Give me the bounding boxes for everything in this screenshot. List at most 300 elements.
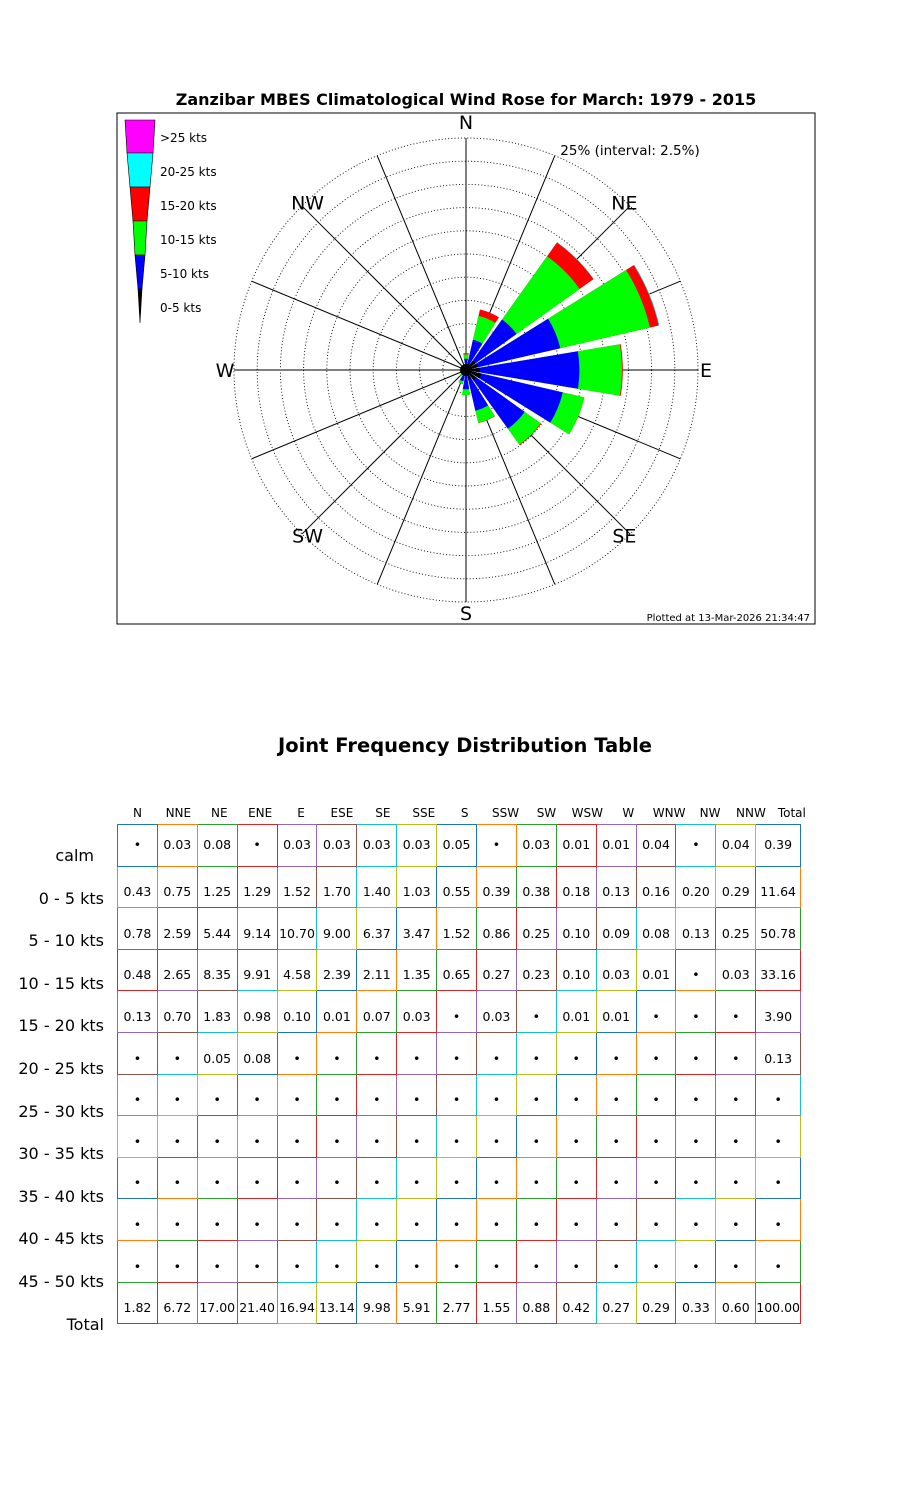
table-cell: [397, 949, 437, 991]
table-cell: [716, 1199, 756, 1241]
cell-value: 0.03: [522, 836, 551, 852]
cell-value: •: [692, 1175, 700, 1191]
spoke-SW: [302, 370, 466, 534]
table-row: [118, 949, 801, 991]
cell-value: 0.43: [123, 884, 152, 900]
table-cell: [477, 1074, 517, 1116]
plot-timestamp: Plotted at 13-Mar-2026 21:34:47: [646, 613, 810, 624]
cell-value: 0.55: [442, 884, 471, 900]
table-cell: [397, 1074, 437, 1116]
col-header-ENE: ENE: [248, 806, 273, 820]
table-cell: [237, 991, 277, 1033]
cell-value: 0.08: [203, 836, 232, 852]
table-cell: [477, 1199, 517, 1241]
table-cell: [556, 1116, 596, 1158]
table-cell: [756, 1116, 801, 1158]
table-cell: [756, 825, 801, 867]
cell-value: •: [572, 1258, 580, 1274]
cell-value: 0.60: [721, 1300, 750, 1316]
cell-value: 13.14: [319, 1300, 355, 1316]
row-header: 45 - 50 kts: [18, 1272, 104, 1291]
cell-value: •: [652, 1258, 660, 1274]
cell-value: 0.01: [562, 1008, 591, 1024]
cell-value: 0.03: [402, 1008, 431, 1024]
table-cell: [277, 1282, 317, 1324]
col-header-W: W: [622, 806, 635, 820]
table-cell: [357, 908, 397, 950]
cell-value: 9.14: [243, 925, 272, 941]
cell-value: 33.16: [760, 967, 797, 983]
cell-value: •: [732, 1175, 740, 1191]
table-cell: [357, 1240, 397, 1282]
table-cell: [477, 1282, 517, 1324]
row-header: 5 - 10 kts: [28, 931, 104, 951]
cell-value: •: [692, 1133, 700, 1149]
cell-value: 0.70: [163, 1008, 192, 1024]
table-cell: [157, 1116, 197, 1158]
table-cell: [516, 1157, 556, 1199]
table-cell: [636, 825, 676, 867]
cell-value: •: [774, 1092, 782, 1108]
table-cell: [756, 908, 801, 950]
cell-value: 0.86: [482, 925, 511, 941]
table-cell: [357, 825, 397, 867]
cell-value: •: [732, 1008, 740, 1024]
cell-value: 0.01: [602, 836, 631, 852]
cell-value: •: [333, 1092, 341, 1108]
table-cell: [157, 908, 197, 950]
table-cell: [118, 1282, 158, 1324]
cell-value: 2.65: [163, 967, 192, 983]
cell-value: •: [492, 1175, 501, 1191]
table-cell: [636, 1282, 676, 1324]
table-cell: [157, 1199, 197, 1241]
row-header: 10 - 15 kts: [18, 973, 104, 993]
row-header: 25 - 30 kts: [18, 1101, 104, 1121]
row-header: 15 - 20 kts: [18, 1016, 104, 1036]
table-cell: [317, 1157, 357, 1199]
legend-swatch-1: [127, 153, 153, 187]
table-cell: [676, 991, 716, 1033]
row-header: 0 - 5 kts: [38, 888, 104, 908]
table-cell: [596, 1282, 636, 1324]
cell-value: •: [572, 1133, 580, 1149]
col-header-N: N: [132, 806, 142, 820]
table-cell: [317, 949, 357, 991]
cell-value: •: [652, 1175, 660, 1191]
cell-value: •: [492, 1133, 501, 1149]
table-cell: [716, 825, 756, 867]
table-cell: [237, 866, 277, 908]
table-cell: [596, 1074, 636, 1116]
spoke-NW: [302, 206, 466, 370]
cell-value: 0.38: [522, 884, 551, 900]
table-cell: [118, 949, 158, 991]
table-cell: [317, 1032, 357, 1074]
table-cell: [596, 1199, 636, 1241]
table-cell: [118, 825, 158, 867]
table-row: [118, 1116, 801, 1158]
cell-value: •: [652, 1133, 660, 1149]
cell-value: •: [173, 1258, 182, 1274]
cell-value: •: [333, 1133, 341, 1149]
legend-swatch-5: [138, 289, 142, 323]
table-cell: [357, 1116, 397, 1158]
table-cell: [676, 825, 716, 867]
cell-value: 0.13: [681, 925, 710, 941]
cell-value: •: [253, 1133, 261, 1149]
joint-frequency-table: [117, 824, 801, 1324]
table-row: [118, 1032, 801, 1074]
cell-value: 0.16: [642, 884, 670, 900]
cell-value: •: [572, 1175, 580, 1191]
table-cell: [277, 949, 317, 991]
cell-value: •: [412, 1175, 421, 1191]
table-cell: [636, 908, 676, 950]
cell-value: •: [213, 1092, 221, 1108]
table-cell: [397, 1282, 437, 1324]
cell-value: 1.29: [243, 884, 272, 900]
table-cell: [357, 991, 397, 1033]
table-cell: [676, 1240, 716, 1282]
cell-value: •: [253, 1092, 261, 1108]
table-cell: [516, 1074, 556, 1116]
cell-value: 1.25: [203, 884, 232, 900]
cell-value: 0.08: [642, 925, 670, 941]
table-cell: [556, 1157, 596, 1199]
table-cell: [477, 908, 517, 950]
table-cell: [157, 866, 197, 908]
cell-value: •: [774, 1175, 782, 1191]
table-cell: [197, 1116, 237, 1158]
cell-value: 1.40: [362, 884, 391, 900]
table-cell: [636, 1116, 676, 1158]
cell-value: •: [492, 836, 501, 852]
cell-value: 0.09: [602, 925, 631, 941]
table-cell: [716, 1116, 756, 1158]
table-cell: [477, 1032, 517, 1074]
table-cell: [157, 825, 197, 867]
cell-value: 8.35: [203, 967, 232, 983]
cell-value: 0.03: [602, 967, 631, 983]
legend-swatch-2: [130, 187, 150, 221]
cell-value: •: [293, 1050, 301, 1066]
table-cell: [676, 1199, 716, 1241]
direction-label-S: S: [459, 603, 473, 625]
table-cell: [477, 991, 517, 1033]
table-cell: [596, 1240, 636, 1282]
cell-value: 3.90: [764, 1008, 793, 1024]
cell-value: •: [492, 1258, 501, 1274]
table-cell: [516, 1240, 556, 1282]
table-row: [118, 1240, 801, 1282]
cell-value: •: [373, 1050, 381, 1066]
legend-swatch-0: [125, 120, 155, 153]
cell-value: 0.65: [442, 967, 471, 983]
cell-value: •: [652, 1216, 660, 1232]
table-cell: [317, 1240, 357, 1282]
col-header-Total: Total: [777, 806, 806, 820]
cell-value: •: [173, 1050, 182, 1066]
table-row: [118, 866, 801, 908]
table-cell: [636, 1032, 676, 1074]
cell-value: •: [532, 1216, 541, 1232]
table-cell: [397, 1240, 437, 1282]
table-cell: [756, 949, 801, 991]
table-cell: [636, 1199, 676, 1241]
table-cell: [118, 1199, 158, 1241]
table-cell: [477, 866, 517, 908]
cell-value: 0.39: [482, 884, 511, 900]
table-cell: [756, 991, 801, 1033]
cell-value: •: [412, 1258, 421, 1274]
cell-value: •: [133, 1175, 142, 1191]
cell-value: •: [612, 1175, 620, 1191]
table-cell: [756, 1074, 801, 1116]
cell-value: •: [492, 1092, 501, 1108]
table-cell: [516, 908, 556, 950]
cell-value: 0.03: [362, 836, 391, 852]
cell-value: •: [732, 1133, 740, 1149]
cell-value: •: [692, 967, 700, 983]
table-cell: [317, 908, 357, 950]
table-cell: [636, 949, 676, 991]
cell-value: •: [532, 1092, 541, 1108]
table-cell: [357, 866, 397, 908]
cell-value: 1.52: [442, 925, 471, 941]
cell-value: 0.25: [522, 925, 551, 941]
table-cell: [516, 991, 556, 1033]
table-cell: [756, 1199, 801, 1241]
table-cell: [596, 908, 636, 950]
cell-value: 0.07: [362, 1008, 391, 1024]
table-cell: [437, 1032, 477, 1074]
cell-value: 0.01: [602, 1008, 631, 1024]
cell-value: •: [133, 836, 142, 852]
cell-value: 0.10: [562, 967, 591, 983]
col-header-WNW: WNW: [652, 806, 686, 820]
cell-value: •: [293, 1175, 301, 1191]
table-cell: [197, 1074, 237, 1116]
table-cell: [516, 1116, 556, 1158]
cell-value: 0.01: [562, 836, 591, 852]
table-cell: [716, 1074, 756, 1116]
table-cell: [397, 1157, 437, 1199]
cell-value: 0.03: [283, 836, 311, 852]
table-cell: [676, 866, 716, 908]
row-header: 40 - 45 kts: [18, 1229, 104, 1249]
table-cell: [157, 949, 197, 991]
table-cell: [197, 991, 237, 1033]
table-cell: [437, 866, 477, 908]
chart-title: Zanzibar MBES Climatological Wind Rose for March: 1979 - 2015: [175, 90, 757, 109]
table-cell: [317, 1199, 357, 1241]
cell-value: •: [492, 1050, 501, 1066]
table-cell: [477, 1116, 517, 1158]
rose-petals: [458, 242, 659, 445]
table-cell: [197, 1199, 237, 1241]
table-cell: [397, 991, 437, 1033]
cell-value: 1.70: [322, 884, 351, 900]
table-cell: [197, 949, 237, 991]
cell-value: •: [133, 1092, 142, 1108]
cell-value: •: [452, 1092, 461, 1108]
cell-value: •: [572, 1050, 580, 1066]
table-cell: [197, 1032, 237, 1074]
cell-value: 50.78: [760, 925, 797, 941]
cell-value: 0.48: [123, 967, 152, 983]
table-cell: [357, 1032, 397, 1074]
cell-value: •: [452, 1258, 461, 1274]
table-cell: [437, 1199, 477, 1241]
cell-value: 0.03: [163, 836, 192, 852]
cell-value: •: [732, 1050, 740, 1066]
cell-value: •: [692, 1216, 700, 1232]
legend-swatch-4: [135, 255, 145, 289]
cell-value: •: [532, 1008, 541, 1024]
table-row: [118, 1282, 801, 1324]
cell-value: •: [452, 1008, 461, 1024]
table-cell: [516, 1282, 556, 1324]
cell-value: •: [133, 1258, 142, 1274]
legend: [125, 120, 217, 323]
cell-value: •: [692, 1050, 700, 1066]
cell-value: •: [532, 1175, 541, 1191]
cell-value: •: [173, 1092, 182, 1108]
table-row: [118, 1157, 801, 1199]
direction-label-SW: SW: [292, 525, 324, 548]
table-cell: [357, 1199, 397, 1241]
legend-label-0: >25 kts: [160, 131, 208, 145]
cell-value: 0.23: [522, 967, 551, 983]
direction-label-E: E: [699, 360, 713, 382]
cell-value: •: [293, 1216, 301, 1232]
table-row: [118, 908, 801, 950]
cell-value: 2.39: [322, 967, 351, 983]
cell-value: 0.88: [522, 1300, 551, 1316]
direction-label-NW: NW: [291, 192, 325, 215]
table-cell: [596, 1032, 636, 1074]
direction-label-NE: NE: [611, 192, 638, 215]
table-cell: [556, 1074, 596, 1116]
table-cell: [716, 1157, 756, 1199]
table-cell: [477, 1157, 517, 1199]
cell-value: 0.75: [163, 884, 192, 900]
table-cell: [317, 991, 357, 1033]
cell-value: 0.25: [721, 925, 750, 941]
cell-value: •: [532, 1258, 541, 1274]
cell-value: 100.00: [756, 1300, 800, 1316]
table-cell: [277, 1240, 317, 1282]
col-header-SE: SE: [375, 806, 391, 820]
cell-value: •: [293, 1133, 301, 1149]
table-cell: [596, 825, 636, 867]
table-cell: [277, 1199, 317, 1241]
table-cell: [437, 1116, 477, 1158]
table-cell: [118, 1116, 158, 1158]
table-cell: [197, 1157, 237, 1199]
col-header-NE: NE: [210, 806, 228, 820]
row-header: 20 - 25 kts: [18, 1059, 104, 1078]
table-cell: [277, 991, 317, 1033]
cell-value: 0.03: [402, 836, 431, 852]
cell-value: •: [253, 1258, 261, 1274]
table-cell: [317, 825, 357, 867]
cell-value: •: [213, 1258, 221, 1274]
table-cell: [516, 866, 556, 908]
table-cell: [477, 1240, 517, 1282]
cell-value: 2.77: [442, 1300, 471, 1316]
table-cell: [636, 866, 676, 908]
table-cell: [317, 866, 357, 908]
spoke-SSW: [377, 370, 466, 584]
cell-value: 0.42: [562, 1300, 591, 1316]
cell-value: •: [732, 1258, 740, 1274]
table-cell: [357, 1074, 397, 1116]
table-cell: [596, 1116, 636, 1158]
table-cell: [477, 825, 517, 867]
table-cell: [556, 825, 596, 867]
cell-value: •: [452, 1050, 461, 1066]
table-cell: [397, 1199, 437, 1241]
cell-value: •: [652, 1008, 660, 1024]
table-cell: [716, 908, 756, 950]
cell-value: 10.70: [279, 925, 315, 941]
cell-value: •: [213, 1133, 221, 1149]
table-cell: [118, 908, 158, 950]
table-row: [118, 1074, 801, 1116]
table-cell: [556, 949, 596, 991]
cell-value: 2.11: [362, 967, 391, 983]
cell-value: •: [652, 1050, 660, 1066]
table-cell: [237, 1282, 277, 1324]
table-cell: [357, 949, 397, 991]
table-cell: [756, 1157, 801, 1199]
table-cell: [277, 1157, 317, 1199]
table-cell: [118, 1032, 158, 1074]
cell-value: •: [293, 1258, 301, 1274]
table-cell: [437, 1240, 477, 1282]
table-cell: [317, 1074, 357, 1116]
cell-value: 0.03: [721, 967, 750, 983]
table-cell: [357, 1157, 397, 1199]
table-cell: [556, 908, 596, 950]
table-cell: [676, 949, 716, 991]
cell-value: •: [213, 1175, 221, 1191]
cell-value: 0.13: [602, 884, 631, 900]
cell-value: 0.05: [442, 836, 471, 852]
cell-value: •: [253, 836, 261, 852]
legend-label-3: 10-15 kts: [160, 233, 217, 247]
cell-value: •: [652, 1092, 660, 1108]
spoke-WSW: [252, 370, 466, 459]
table-cell: [237, 949, 277, 991]
cell-value: 0.10: [562, 925, 591, 941]
table-cell: [237, 1199, 277, 1241]
legend-swatch-3: [133, 221, 147, 255]
cell-value: 0.03: [322, 836, 351, 852]
cell-value: •: [412, 1050, 421, 1066]
col-header-NNW: NNW: [736, 806, 766, 820]
cell-value: 4.58: [283, 967, 311, 983]
table-cell: [516, 1199, 556, 1241]
table-cell: [596, 949, 636, 991]
cell-value: •: [732, 1092, 740, 1108]
cell-value: •: [373, 1133, 381, 1149]
table-cell: [556, 991, 596, 1033]
table-cell: [716, 1282, 756, 1324]
table-cell: [676, 1157, 716, 1199]
